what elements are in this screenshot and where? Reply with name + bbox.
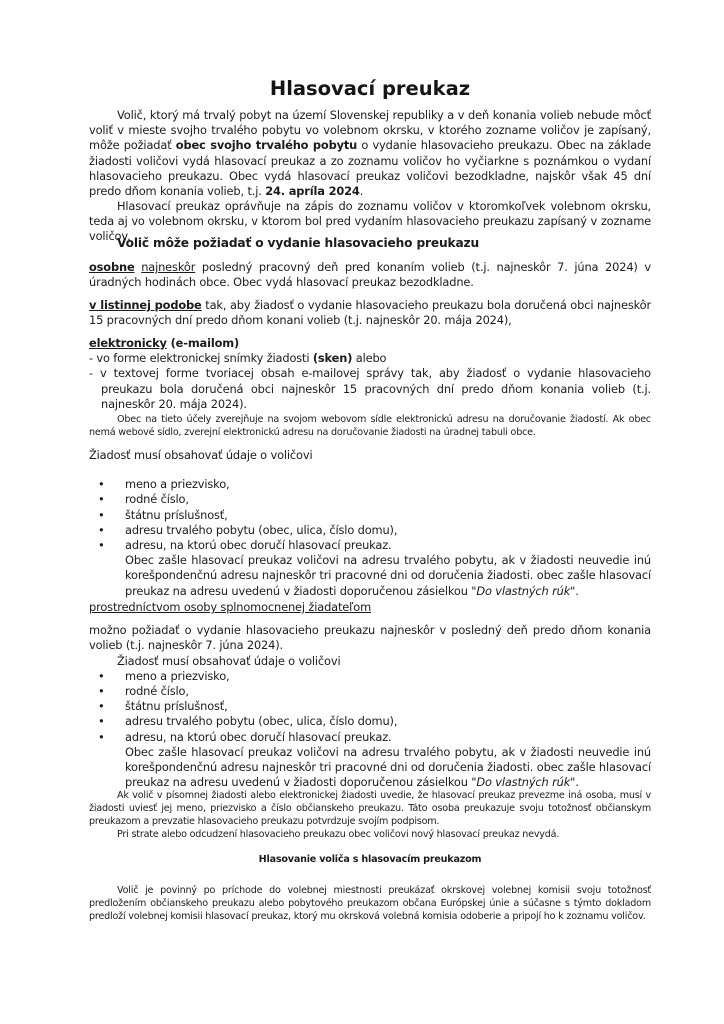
requirements-delivery-note — [89, 553, 651, 599]
request-heading: Volič môže požiadať o vydanie hlasovacieho preukazu — [117, 236, 480, 250]
proxy-note-italic: Do vlastných rúk — [476, 775, 571, 790]
intro-paragraph — [89, 108, 651, 199]
bullet-icon: • — [98, 492, 105, 507]
proxy-item-text: štátnu príslušnosť, — [125, 699, 228, 714]
written-text: tak, aby žiadosť o vydanie hlasovacieho preukazu bola doručená obci najneskôr 15 pracovných dní predo dňom konani volieb (t.j. najneskôr 20. mája 2024), — [89, 298, 651, 328]
proxy-list — [89, 669, 651, 745]
personal-text: posledný pracovný deň pred konaním volieb (t.j. najneskôr 7. júna 2024) v úradných hodinách obce. Obec vydá hlasovací preukaz bezodkladne. — [89, 260, 651, 290]
proxy-item-text: meno a priezvisko, — [125, 668, 230, 683]
intro-text: Volič, ktorý má trvalý pobyt na území Slovenskej republiky a v deň konania volieb nebude môcť voliť v mieste svojho trvalého pobytu vo volebnom okrsku, v ktorého zozname voličov je zapísaný, môže požiadať — [89, 108, 651, 153]
proxy-item — [89, 730, 651, 745]
proxy-heading: Žiadosť musí obsahovať údaje o voličovi — [117, 653, 341, 668]
proxy-section — [89, 600, 651, 790]
requirements-section — [89, 448, 651, 599]
delivery-note-end: ". — [570, 583, 579, 598]
bullet-icon: • — [98, 538, 105, 553]
requirements-item-text: rodné číslo, — [125, 492, 189, 507]
document-title: Hlasovací preukaz — [269, 77, 471, 100]
proxy-item-text: adresu trvalého pobytu (obec, ulica, číslo domu), — [125, 714, 398, 729]
proxy-note-end: ". — [570, 775, 579, 790]
proxy-item-text: adresu, na ktorú obec doručí hlasovací preukaz. — [125, 729, 392, 744]
intro-text-cont: o vydanie hlasovacieho preukazu. Obec na základe žiadosti voličovi vydá hlasovací preukaz a zo zoznamu voličov ho vyčiarkne s poznámkou o vydaní hlasovacieho preukazu. Obec vydá hlasovací preukaz voličovi bezodkladne, najskôr však 45 dní predo dňom konania volieb, t.j. — [89, 138, 651, 199]
delivery-note-text: Obec zašle hlasovací preukaz voličovi na adresu trvalého pobytu, ak v žiadosti neuvedie inú korešpondenčnú adresu najneskôr tri pracovné dni od doručenia žiadosti. obec zašle hlasovací preukaz na adresu uvedenú v žiadosti doporučenou zásielkou " — [125, 553, 651, 598]
electronic-section — [89, 336, 651, 439]
loss-note: Pri strate alebo odcudzení hlasovacieho preukazu obec voličovi nový hlasovací preukaz nevydá. — [117, 829, 560, 840]
personal-paragraph — [89, 260, 651, 290]
personal-deadline: najneskôr — [141, 260, 196, 274]
personal-label: osobne — [89, 260, 135, 274]
proxy-delivery-note — [89, 745, 651, 791]
proxy-item — [89, 684, 651, 699]
written-label: v listinnej podobe — [89, 298, 202, 312]
bullet-icon: • — [98, 477, 105, 492]
pickup-note: Ak volič v písomnej žiadosti alebo elektronickej žiadosti uvedie, že hlasovací preukaz prevezme iná osoba, musí v žiadosti uviesť jej meno, priezvisko a číslo občianskeho preukazu. Táto osoba preukazuje svoju totožnosť občianskym preukazom a prevzatie hlasovacieho preukazu potvrdzuje svojím podpisom. — [89, 790, 651, 827]
bullet-icon: • — [98, 729, 105, 744]
proxy-item-text: rodné číslo, — [125, 684, 189, 699]
electronic-note: Obec na tieto účely zverejňuje na svojom webovom sídle elektronickú adresu na doručovanie žiadostí. Ak obec nemá webové sídlo, zverejní elektronickú adresu na doručovanie žiadosti na úradnej tabuli obce. — [89, 414, 651, 439]
intro-end: . — [359, 184, 364, 199]
intro-bold-municipality: obec svojho trvalého pobytu — [175, 138, 358, 153]
proxy-label: prostredníctvom osoby splnomocnenej žiadateľom — [89, 600, 372, 614]
requirements-heading: Žiadosť musí obsahovať údaje o voličovi — [89, 448, 313, 462]
intro-paragraph-2: Hlasovací preukaz oprávňuje na zápis do zoznamu voličov v ktoromkoľvek volebnom okrsku, teda aj vo volebnom okrsku, v ktorom bol pred vydaním hlasovacieho preukazu zapísaný v zozname voličov. — [89, 199, 651, 244]
requirements-item — [89, 492, 651, 507]
requirements-item — [89, 477, 651, 492]
electronic-label-suffix: (e-mailom) — [166, 336, 240, 350]
proxy-item — [89, 669, 651, 684]
electronic-item-scan — [89, 351, 651, 366]
requirements-item-text: adresu trvalého pobytu (obec, ulica, číslo domu), — [125, 522, 398, 537]
electronic-item-text: - v textovej forme tvoriacej obsah e-mailovej správy tak, aby žiadosť o vydanie hlasovacieho preukazu bola doručená obci najneskôr 15 pracovných dní predo dňom konania volieb (t.j. najneskôr 20. mája 2024). — [89, 366, 651, 411]
bullet-icon: • — [98, 668, 105, 683]
requirements-item — [89, 538, 651, 553]
proxy-text: možno požiadať o vydanie hlasovacieho preukazu najneskôr v posledný deň predo dňom konania volieb (t.j. najneskôr 7. júna 2024). — [89, 623, 651, 653]
requirements-item-text: štátnu príslušnosť, — [125, 507, 228, 522]
bullet-icon: • — [98, 507, 105, 522]
intro-date: 24. apríla 2024 — [265, 184, 360, 199]
electronic-label: elektronicky — [89, 336, 167, 350]
requirements-item — [89, 508, 651, 523]
requirements-list — [89, 477, 651, 553]
written-paragraph — [89, 298, 651, 328]
bullet-icon: • — [98, 714, 105, 729]
requirements-item-text: meno a priezvisko, — [125, 477, 230, 492]
delivery-note-italic: Do vlastných rúk — [476, 583, 571, 598]
proxy-note-text: Obec zašle hlasovací preukaz voličovi na adresu trvalého pobytu, ak v žiadosti neuvedie inú korešpondenčnú adresu najneskôr tri pracovné dni od doručenia žiadosti. obec zašle hlasovací preukaz na adresu uvedenú v žiadosti doporučenou zásielkou " — [125, 744, 651, 790]
bullet-icon: • — [98, 522, 105, 537]
bullet-icon: • — [98, 699, 105, 714]
voting-heading: Hlasovanie voliča s hlasovacím preukazom — [258, 854, 482, 865]
electronic-item-scan-text: - vo forme elektronickej snímky žiadosti — [89, 351, 313, 366]
electronic-item-scan-bold: (sken) — [312, 351, 353, 366]
requirements-item-text: adresu, na ktorú obec doručí hlasovací preukaz. — [125, 538, 392, 553]
voting-text: Volič je povinný po príchode do volebnej miestnosti preukázať okrskovej volebnej komisii svoju totožnosť predložením občianskeho preukazu alebo pobytového preukazom občana Európskej únie a súčasne s týmto dokladom predloží volebnej komisii hlasovací preukaz, ktorý mu okrsková volebná komisia odoberie a pripojí ho k zoznamu voličov. — [89, 885, 651, 922]
proxy-item — [89, 699, 651, 714]
bullet-icon: • — [98, 684, 105, 699]
proxy-item — [89, 714, 651, 729]
electronic-item-scan-end: alebo — [352, 351, 387, 366]
requirements-item — [89, 523, 651, 538]
pickup-section — [89, 789, 651, 841]
